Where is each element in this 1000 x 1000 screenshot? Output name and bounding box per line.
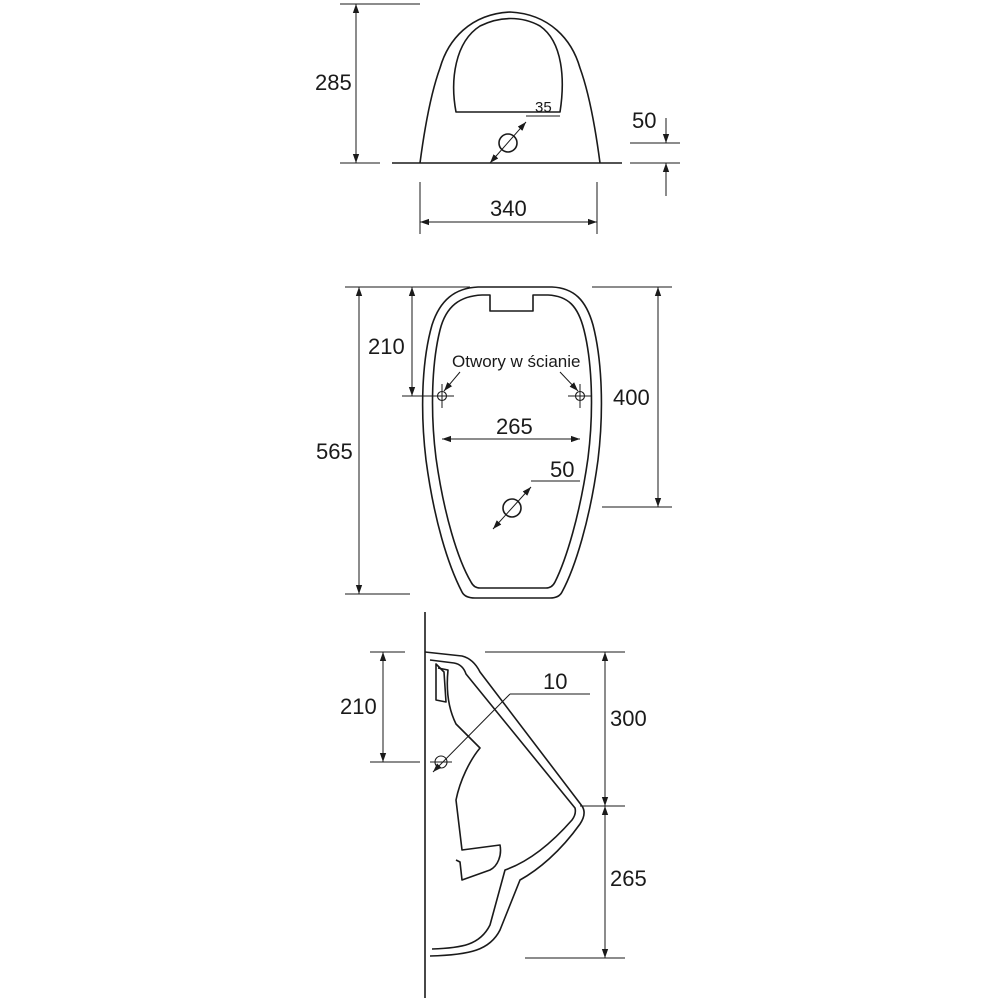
wall-holes-caption: Otwory w ścianie [452, 352, 581, 371]
side-lower-height-label: 265 [610, 866, 647, 891]
outlet-diameter-leader [490, 122, 526, 163]
top-view [315, 4, 680, 234]
width-label: 340 [490, 196, 527, 221]
front-outlet-leader [493, 487, 531, 529]
top-view-inner-basin [454, 19, 563, 113]
hole-spacing-label: 265 [496, 414, 533, 439]
side-upper-height-label: 300 [610, 706, 647, 731]
side-hole-diameter-label: 10 [543, 669, 568, 694]
outlet-height-label: 400 [613, 385, 650, 410]
front-height-label: 565 [316, 439, 353, 464]
hole-height-label: 210 [368, 334, 405, 359]
caption-leader-right [560, 372, 578, 391]
front-view [316, 287, 672, 598]
offset-label: 50 [632, 108, 657, 133]
front-view-inner [433, 295, 592, 588]
side-view [340, 612, 647, 998]
outlet-diameter-label: 35 [535, 99, 552, 116]
caption-leader-left [444, 372, 460, 391]
front-outlet-diameter-label: 50 [550, 457, 575, 482]
side-view-inner [430, 660, 575, 949]
side-view-cavity [438, 668, 501, 880]
side-hole-height-label: 210 [340, 694, 377, 719]
height-label: 285 [315, 70, 352, 95]
front-view-outer [423, 287, 602, 598]
